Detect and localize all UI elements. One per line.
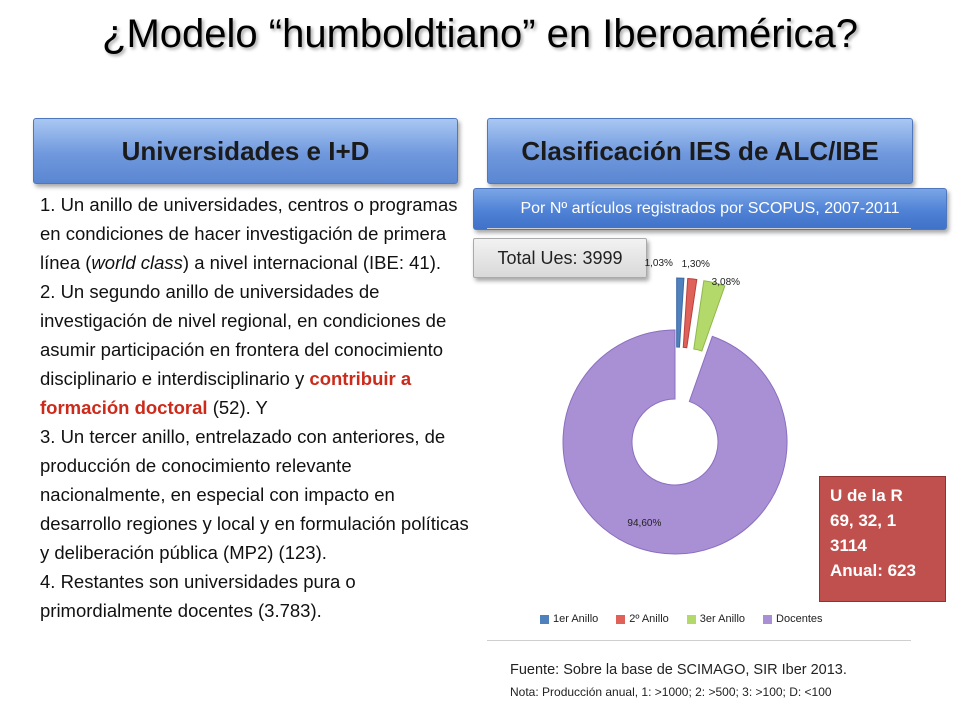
udelar-line-3: 3114 bbox=[830, 536, 867, 555]
ring-3-paragraph: 3. Un tercer anillo, entrelazado con anteriores, de producción de conocimiento relevante nacionalmente, en especial con impacto en desarrollo regiones y local y en formulación políticas y deliberación pública (MP2) (123). bbox=[40, 426, 469, 563]
legend-swatch bbox=[616, 615, 625, 624]
ring-1-text: 1. Un anillo de universidades, centros o programas en condiciones de hacer investigación de primera línea ( bbox=[40, 194, 458, 273]
total-universities-label: Total Ues: 3999 bbox=[497, 247, 623, 268]
right-section-header bbox=[487, 118, 913, 184]
legend-swatch bbox=[763, 615, 772, 624]
source-text: Fuente: Sobre la base de SCIMAGO, SIR Iber 2013. bbox=[510, 662, 847, 678]
divider-top bbox=[487, 228, 911, 229]
left-section-header bbox=[33, 118, 458, 184]
note-text: Nota: Producción anual, 1: >1000; 2: >500; 3: >100; D: <100 bbox=[510, 685, 832, 699]
ring-1-text-end: ) a nivel internacional (IBE: 41). bbox=[182, 252, 442, 273]
data-label-3: 94,60% bbox=[627, 518, 662, 530]
legend-label: 3er Anillo bbox=[699, 613, 746, 625]
chart-subheader-label: Por Nº artículos registrados por SCOPUS, 2007-2011 bbox=[520, 200, 900, 217]
data-label-0: 1,03% bbox=[644, 258, 673, 270]
slice-2-anillo bbox=[683, 279, 697, 348]
ring-1-italic: world class bbox=[91, 252, 183, 273]
chart-subheader bbox=[473, 188, 947, 230]
udelar-box bbox=[819, 476, 946, 602]
legend-swatch bbox=[540, 615, 549, 624]
left-section-header-label: Universidades e I+D bbox=[121, 135, 370, 166]
legend-label: 2º Anillo bbox=[629, 613, 669, 625]
chart-legend bbox=[540, 610, 920, 628]
ring-2-paragraph bbox=[40, 277, 470, 422]
legend-item-0 bbox=[540, 613, 598, 625]
divider-bottom bbox=[487, 640, 911, 641]
ring-2-text-end: (52). Y bbox=[207, 397, 268, 418]
ring-2-highlight: contribuir a formación doctoral bbox=[40, 368, 412, 418]
ring-2-text: 2. Un segundo anillo de universidades de investigación de nivel regional, en condiciones de asumir participación en frontera del conocimiento disciplinario e interdisciplinario y bbox=[40, 281, 447, 389]
ring-4-paragraph: 4. Restantes son universidades pura o primordialmente docentes (3.783). bbox=[40, 571, 356, 621]
slide-title: ¿Modelo “humboldtiano” en Iberoamérica? bbox=[102, 12, 858, 56]
legend-label: Docentes bbox=[776, 613, 823, 625]
right-section-header-label: Clasificación IES de ALC/IBE bbox=[521, 135, 879, 166]
rings-description bbox=[40, 190, 470, 625]
legend-item-1 bbox=[616, 613, 669, 625]
legend-label: 1er Anillo bbox=[553, 613, 599, 625]
udelar-line-2: 69, 32, 1 bbox=[830, 511, 897, 530]
udelar-line-1: U de la R bbox=[830, 486, 903, 505]
legend-item-2 bbox=[687, 613, 745, 625]
data-label-2: 3,08% bbox=[711, 277, 741, 289]
slice-1er-anillo bbox=[677, 278, 684, 347]
legend-swatch bbox=[687, 615, 696, 624]
slice-docentes bbox=[563, 330, 787, 554]
data-label-1: 1,30% bbox=[681, 258, 710, 270]
ring-distribution-chart bbox=[540, 246, 810, 656]
legend-item-3 bbox=[763, 613, 822, 625]
ring-1-paragraph bbox=[40, 190, 470, 277]
udelar-line-4: Anual: 623 bbox=[830, 561, 916, 580]
